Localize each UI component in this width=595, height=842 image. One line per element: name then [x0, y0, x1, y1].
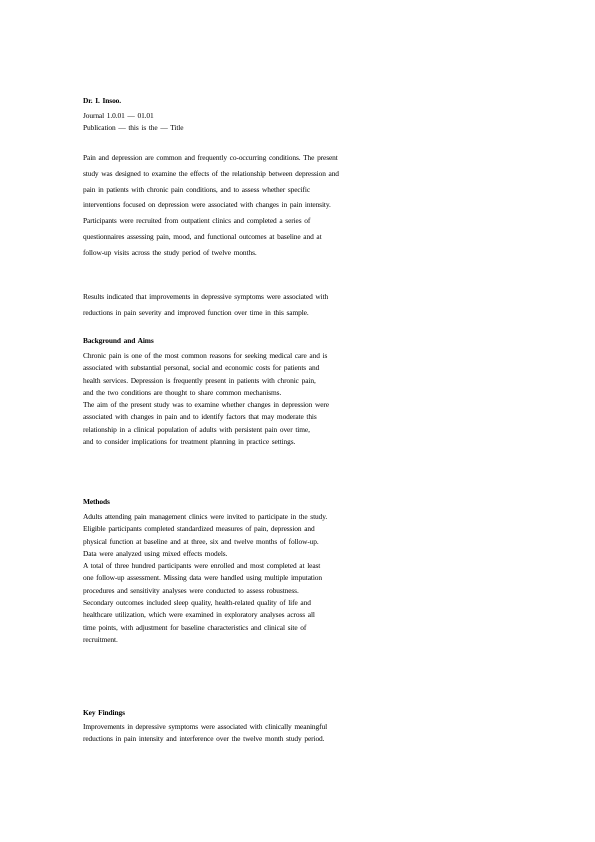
section-heading: Background and Aims: [83, 337, 154, 345]
intro-line: Pain and depression are common and frequently co-occurring conditions. The present: [83, 154, 338, 162]
summary-line: Results indicated that improvements in depressive symptoms were associated with: [83, 293, 329, 301]
section-heading: Key Findings: [83, 709, 125, 717]
intro-line: follow-up visits across the study period of twelve months.: [83, 248, 257, 257]
section-key-findings: [83, 709, 507, 743]
section-methods: [83, 498, 507, 644]
intro-paragraph: [83, 154, 507, 257]
section-line: healthcare utilization, which were examined in exploratory analyses across all: [83, 611, 315, 620]
section-line: recruitment.: [83, 635, 118, 644]
intro-line: Participants were recruited from outpatient clinics and completed a series of: [83, 217, 311, 226]
summary-paragraph: [83, 293, 507, 317]
header-title: Publication — this is the — Title: [83, 124, 184, 132]
section-line: reductions in pain intensity and interference over the twelve month study period.: [83, 735, 325, 744]
header-journal: Journal 1.0.01 — 01.01: [83, 112, 154, 120]
section-line: Eligible participants completed standardized measures of pain, depression and: [83, 525, 315, 534]
intro-line: questionnaires assessing pain, mood, and functional outcomes at baseline and at: [83, 232, 322, 241]
section-line: Secondary outcomes included sleep quality, health-related quality of life and: [83, 599, 311, 608]
intro-line: pain in patients with chronic pain conditions, and to assess whether specific: [83, 185, 311, 194]
intro-line: interventions focused on depression were associated with changes in pain intensity.: [83, 201, 331, 210]
section-line: Data were analyzed using mixed effects models.: [83, 549, 228, 558]
section-line: procedures and sensitivity analyses were conducted to assess robustness.: [83, 586, 299, 595]
section-line: time points, with adjustment for baseline characteristics and clinical site of: [83, 623, 307, 632]
section-line: associated with changes in pain and to identify factors that may moderate this: [83, 413, 317, 422]
section-line: one follow-up assessment. Missing data were handled using multiple imputation: [83, 574, 322, 583]
section-line: relationship in a clinical population of adults with persistent pain over time,: [83, 425, 310, 434]
section-line: Chronic pain is one of the most common reasons for seeking medical care and is: [83, 352, 328, 360]
section-line: A total of three hundred participants were enrolled and most completed at least: [83, 562, 321, 571]
section-line: and to consider implications for treatment planning in practice settings.: [83, 438, 296, 447]
section-background: [83, 337, 507, 446]
summary-line: reductions in pain severity and improved function over time in this sample.: [83, 308, 309, 317]
section-line: associated with substantial personal, social and economic costs for patients and: [83, 364, 320, 373]
section-line: Improvements in depressive symptoms were associated with clinically meaningful: [83, 723, 328, 731]
intro-line: study was designed to examine the effects of the relationship between depression and: [83, 169, 339, 178]
document-header: [83, 97, 507, 132]
section-line: The aim of the present study was to examine whether changes in depression were: [83, 401, 329, 410]
section-line: health services. Depression is frequently present in patients with chronic pain,: [83, 376, 316, 385]
section-line: Adults attending pain management clinics were invited to participate in the study.: [83, 513, 328, 521]
section-heading: Methods: [83, 498, 110, 506]
header-author: Dr. I. Insoo.: [83, 97, 122, 105]
section-line: and the two conditions are thought to share common mechanisms.: [83, 388, 282, 397]
section-line: physical function at baseline and at three, six and twelve months of follow-up.: [83, 537, 319, 546]
